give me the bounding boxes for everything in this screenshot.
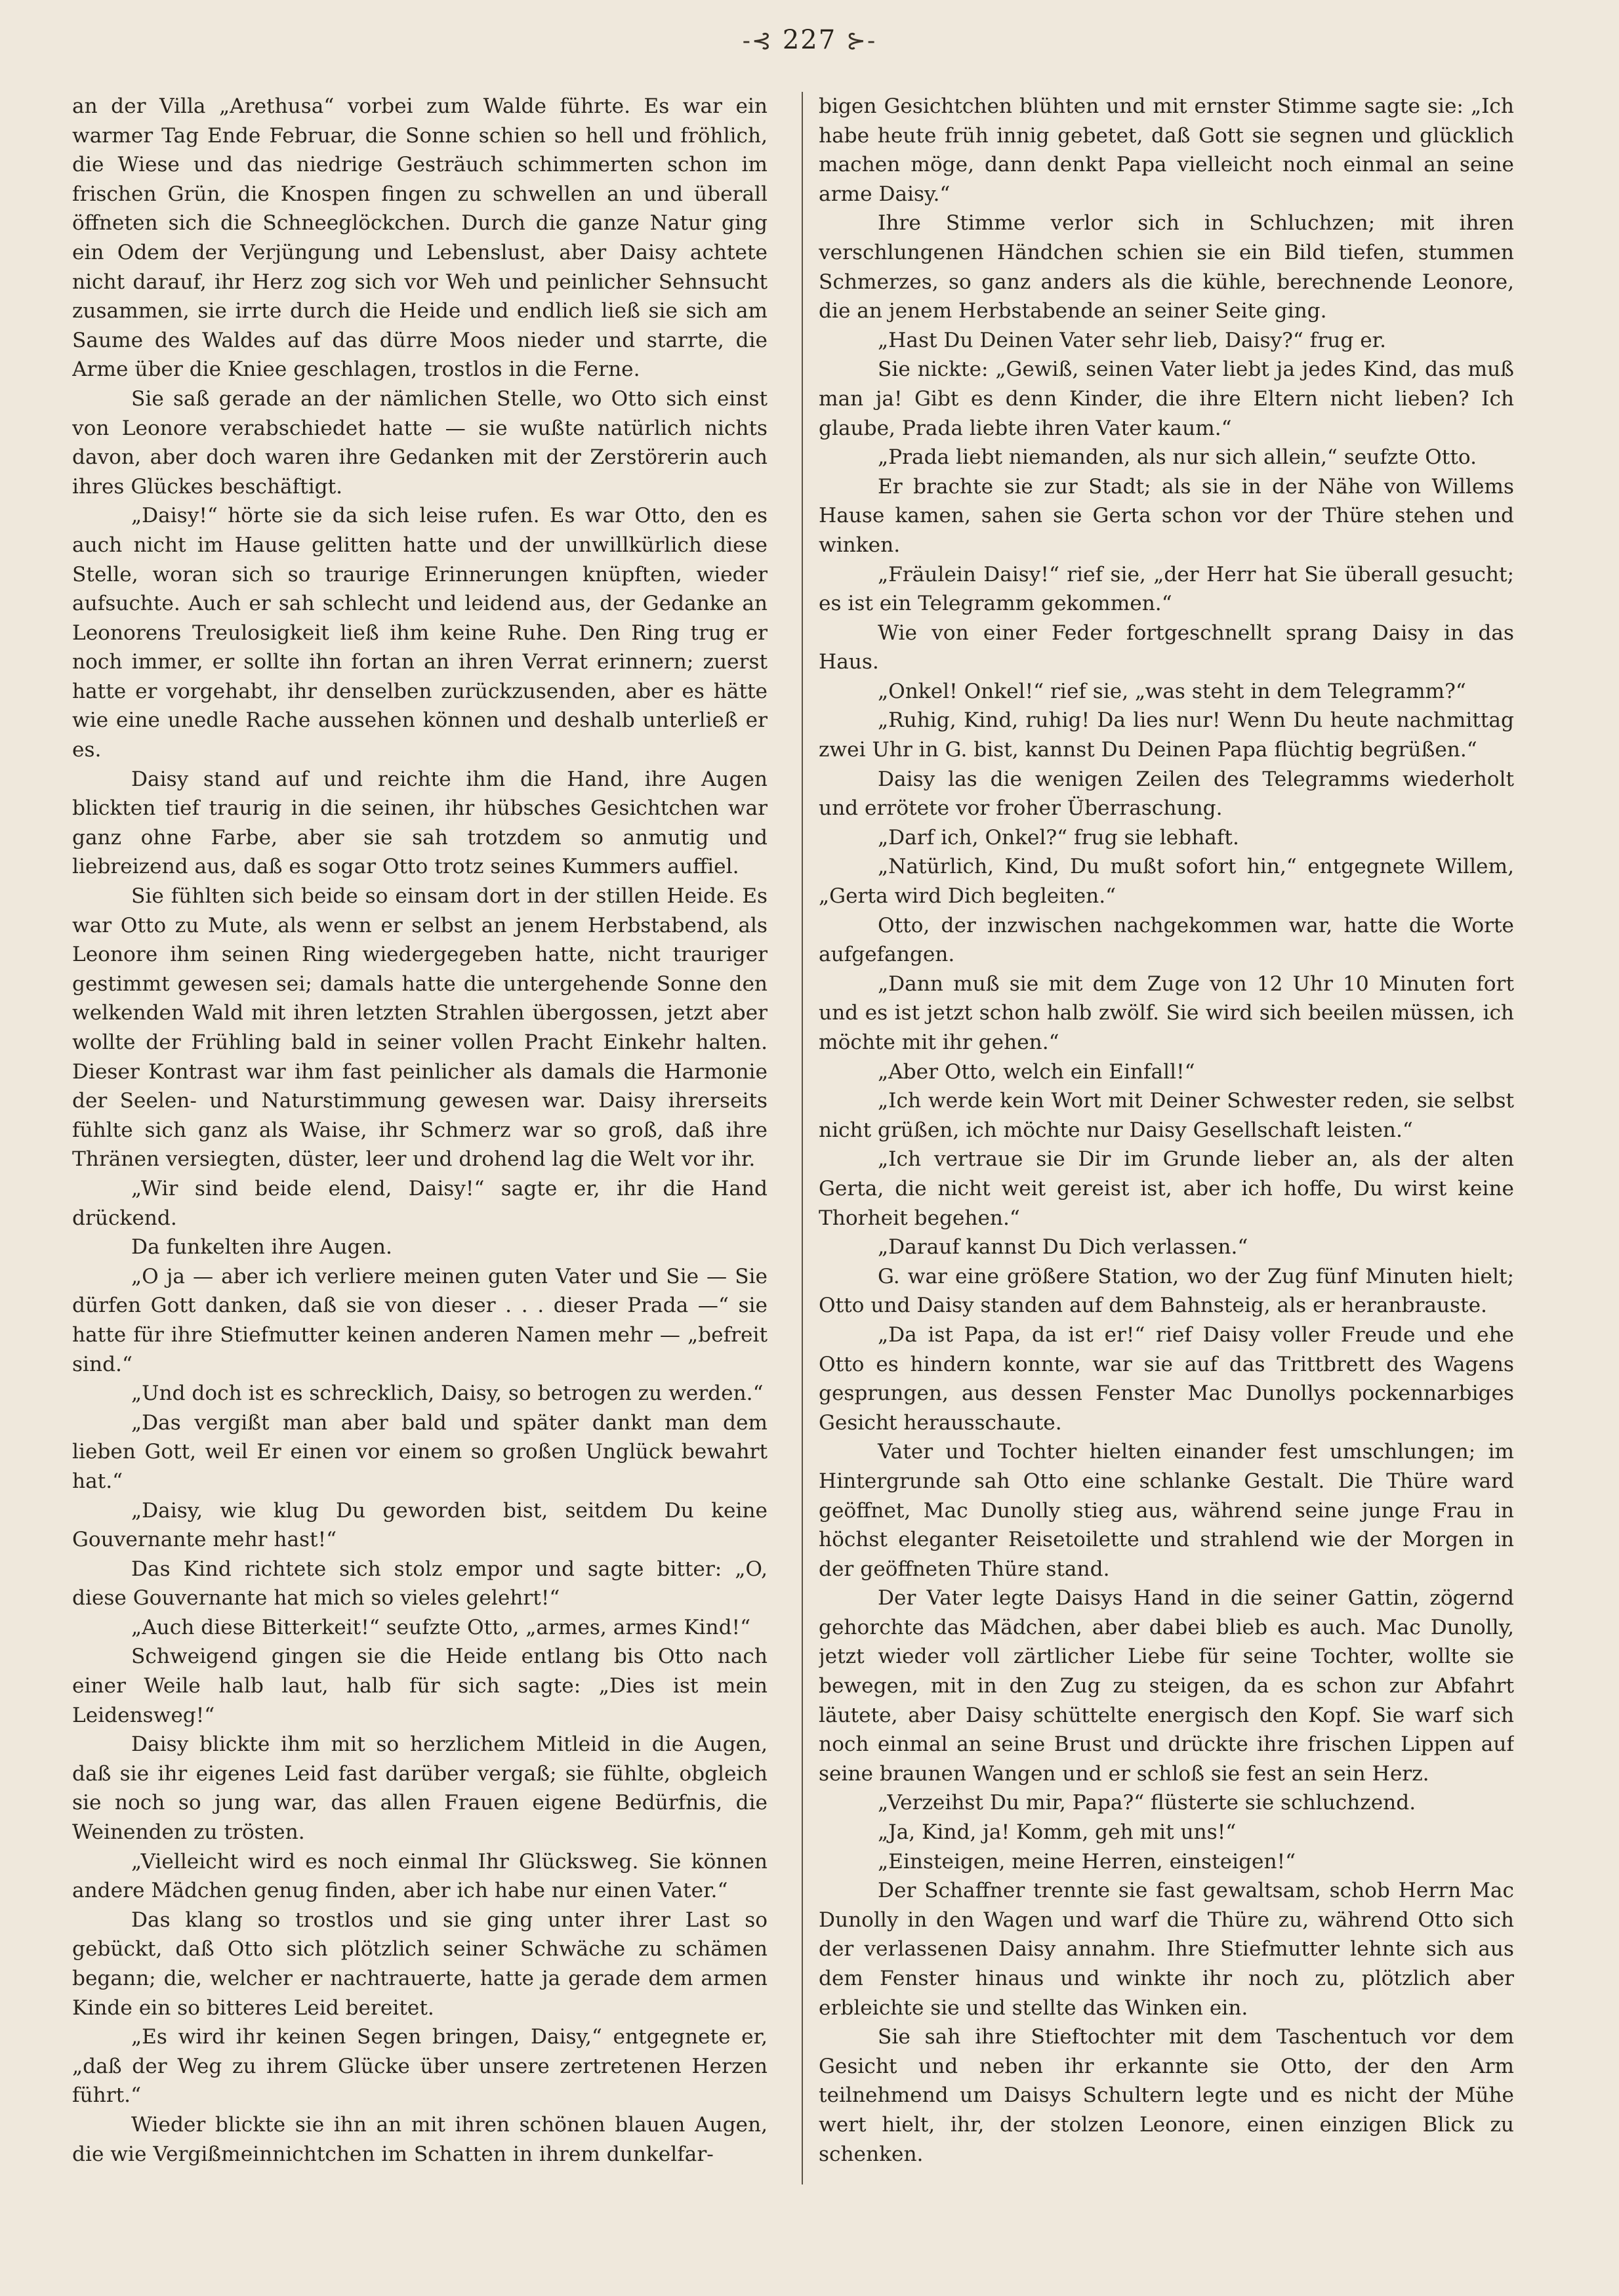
paragraph: Wieder blickte sie ihn an mit ihren schönen blauen Augen, die wie Vergißmeinnichtchen im Schatten in ihrem dunkelfar- [72,2112,768,2166]
paragraph: „Ja, Kind, ja! Komm, geh mit uns!“ [878,1820,1237,1845]
paragraph: „Daisy, wie klug Du geworden bist, seitdem Du keine Gouvernante mehr hast!“ [72,1498,768,1552]
paragraph: „Das vergißt man aber bald und später dankt man dem lieben Gott, weil Er einen vor einem so großen Unglück bewahrt hat.“ [72,1410,768,1493]
left-text-column [72,92,768,2263]
paragraph: Wie von einer Feder fortgeschnellt sprang Daisy in das Haus. [819,621,1514,674]
paragraph: „Daisy!“ hörte sie da sich leise rufen. Es war Otto, den es auch nicht im Hause gelitten hatte und der unwillkürlich diese Stelle, woran sich so traurige Erinnerungen knüpften, wieder aufsuchte. Auch er sah schlecht und leidend aus, der Gedanke an Leonorens Treulosigkeit ließ ihm keine Ruhe. Den Ring trug er noch immer, er sollte ihn fortan an ihren Verrat erinnern; zuerst hatte er vorgehabt, ihr denselben zurückzusenden, aber es hätte wie eine unedle Rache aussehen können und deshalb unterließ er es. [72,504,768,762]
paragraph: Sie nickte: „Gewiß, seinen Vater liebt ja jedes Kind, das muß man ja! Gibt es denn Kinder, die ihre Eltern nicht lieben? Ich glaube, Prada liebte ihren Vater kaum.“ [819,358,1514,440]
paragraph: Daisy las die wenigen Zeilen des Telegramms wiederholt und errötete vor froher Überraschung. [819,767,1514,821]
paragraph: „Darf ich, Onkel?“ frug sie lebhaft. [878,825,1239,850]
paragraph: Der Vater legte Daisys Hand in die seiner Gattin, zögernd gehorchte das Mädchen, aber dabei blieb es auch. Mac Dunolly, jetzt wieder voll zärtlicher Liebe für seine Tochter, wollte sie bewegen, mit in den Zug zu steigen, da es schon zur Abfahrt läutete, aber Daisy schüttelte energisch den Kopf. Sie warf sich noch einmal an seine Brust und drückte ihre frischen Lippen auf seine braunen Wangen und er schloß sie fest an sein Herz. [819,1586,1514,1786]
paragraph: „Prada liebt niemanden, als nur sich allein,“ seufzte Otto. [878,445,1477,470]
paragraph: Sie sah ihre Stieftochter mit dem Taschentuch vor dem Gesicht und neben ihr erkannte sie Otto, der den Arm teilnehmend um Daisys Schultern legte und es nicht der Mühe wert hielt, ihr, der stolzen Leonore, einen einzigen Blick zu schenken. [819,2025,1514,2166]
paragraph: „Auch diese Bitterkeit!“ seufzte Otto, „armes, armes Kind!“ [131,1615,751,1639]
page-header [0,25,1619,55]
right-text-column [819,92,1514,2263]
paragraph: „Wir sind beide elend, Daisy!“ sagte er, ihr die Hand drückend. [72,1176,768,1230]
paragraph: „O ja — aber ich verliere meinen guten Vater und Sie — Sie dürfen Gott danken, daß sie von dieser . . . dieser Prada —“ sie hatte für ihre Stiefmutter keinen anderen Namen mehr — „befreit sind.“ [72,1264,768,1376]
paragraph: Der Schaffner trennte sie fast gewaltsam, schob Herrn Mac Dunolly in den Wagen und warf die Thüre zu, während Otto sich der verlassenen Daisy annahm. Ihre Stiefmutter lehnte sich aus dem Fenster hinaus und winkte ihr noch zu, plötzlich aber erbleichte sie und stellte das Winken ein. [819,1879,1514,2020]
paragraph: „Vielleicht wird es noch einmal Ihr Glücksweg. Sie können andere Mädchen genug finden, aber ich habe nur einen Vater.“ [72,1849,768,1903]
paragraph: Otto, der inzwischen nachgekommen war, hatte die Worte aufgefangen. [819,913,1514,967]
column-divider [802,92,803,2184]
paragraph: Sie fühlten sich beide so einsam dort in der stillen Heide. Es war Otto zu Mute, als wenn er selbst an jenem Herbstabend, als Leonore ihm seinen Ring wiedergegeben hatte, nicht trauriger gestimmt gewesen sei; damals hatte die untergehende Sonne den welkenden Wald mit ihren letzten Strahlen übergossen, jetzt aber wollte der Frühling bald in seiner vollen Pracht Einkehr halten. Dieser Kontrast war ihm fast peinlicher als damals die Harmonie der Seelen- und Naturstimmung gewesen war. Daisy ihrerseits fühlte sich ganz als Waise, ihr Schmerz war so groß, daß ihre Thränen versiegten, düster, leer und drohend lag die Welt vor ihr. [72,884,768,1172]
paragraph: Er brachte sie zur Stadt; als sie in der Nähe von Willems Hause kamen, sahen sie Gerta schon vor der Thüre stehen und winken. [819,474,1514,557]
paragraph: „Fräulein Daisy!“ rief sie, „der Herr hat Sie überall gesucht; es ist ein Telegramm gekommen.“ [819,562,1514,616]
paragraph: Vater und Tochter hielten einander fest umschlungen; im Hintergrunde sah Otto eine schlanke Gestalt. Die Thüre ward geöffnet, Mac Dunolly stieg aus, während seine junge Frau in höchst eleganter Reisetoilette und strahlend wie der Morgen in der geöffneten Thüre stand. [819,1440,1514,1581]
paragraph: „Es wird ihr keinen Segen bringen, Daisy,“ entgegnete er, „daß der Weg zu ihrem Glücke über unsere zertretenen Herzen führt.“ [72,2025,768,2108]
paragraph: „Ich werde kein Wort mit Deiner Schwester reden, sie selbst nicht grüßen, ich möchte nur Daisy Gesellschaft leisten.“ [819,1089,1514,1142]
ornament-right: ⊱- [846,28,877,54]
paragraph: Das Kind richtete sich stolz empor und sagte bitter: „O, diese Gouvernante hat mich so vieles gelehrt!“ [72,1557,768,1610]
paragraph: „Und doch ist es schrecklich, Daisy, so betrogen zu werden.“ [131,1382,764,1406]
paragraph: bigen Gesichtchen blühten und mit ernster Stimme sagte sie: „Ich habe heute früh innig gebetet, daß Gott sie segnen und glücklich machen möge, dann denkt Papa vielleicht noch einmal an seine arme Daisy.“ [819,94,1514,206]
page-number: 227 [782,25,837,55]
paragraph: Das klang so trostlos und sie ging unter ihrer Last so gebückt, daß Otto sich plötzlich seiner Schwäche zu schämen begann; die, welcher er nachtrauerte, hatte ja gerade dem armen Kinde ein so bitteres Leid bereitet. [72,1908,768,2020]
paragraph: „Natürlich, Kind, Du mußt sofort hin,“ entgegnete Willem, „Gerta wird Dich begleiten.“ [819,855,1514,909]
ornament-left: -⊰ [742,28,773,54]
paragraph: Ihre Stimme verlor sich in Schluchzen; mit ihren verschlungenen Händchen schien sie ein Bild tiefen, stummen Schmerzes, so ganz anders als die kühle, berechnende Leonore, die an jenem Herbstabende an seiner Seite ging. [819,211,1514,323]
paragraph: „Hast Du Deinen Vater sehr lieb, Daisy?“ frug er. [878,328,1387,352]
paragraph: an der Villa „Arethusa“ vorbei zum Walde führte. Es war ein warmer Tag Ende Februar, die Sonne schien so hell und fröhlich, die Wiese und das niedrige Gesträuch schimmerten schon im frischen Grün, die Knospen fingen zu schwellen an und überall öffneten sich die Schneeglöckchen. Durch die ganze Natur ging ein Odem der Verjüngung und Lebenslust, aber Daisy achtete nicht darauf, ihr Herz zog sich vor Weh und peinlicher Sehnsucht zusammen, sie irrte durch die Heide und endlich ließ sie sich am Saume des Waldes auf das dürre Moos nieder und starrte, die Arme über die Kniee geschlagen, trostlos in die Ferne. [72,94,768,382]
paragraph: „Onkel! Onkel!“ rief sie, „was steht in dem Telegramm?“ [878,679,1466,703]
paragraph: „Da ist Papa, da ist er!“ rief Daisy voller Freude und ehe Otto es hindern konnte, war sie auf das Trittbrett des Wagens gesprungen, aus dessen Fenster Mac Dunollys pockennarbiges Gesicht herausschaute. [819,1322,1514,1435]
paragraph: „Dann muß sie mit dem Zuge von 12 Uhr 10 Minuten fort und es ist jetzt schon halb zwölf. Sie wird sich beeilen müssen, ich möchte mit ihr gehen.“ [819,972,1514,1054]
paragraph: Da funkelten ihre Augen. [131,1235,392,1260]
paragraph: „Einsteigen, meine Herren, einsteigen!“ [878,1849,1296,1874]
paragraph: „Darauf kannst Du Dich verlassen.“ [878,1235,1248,1260]
paragraph: Sie saß gerade an der nämlichen Stelle, wo Otto sich einst von Leonore verabschiedet hatte — sie wußte natürlich nichts davon, aber doch waren ihre Gedanken mit der Zerstörerin auch ihres Glückes beschäftigt. [72,386,768,499]
paragraph: „Ruhig, Kind, ruhig! Da lies nur! Wenn Du heute nachmittag zwei Uhr in G. bist, kannst Du Deinen Papa flüchtig begrüßen.“ [819,708,1514,762]
paragraph: Daisy blickte ihm mit so herzlichem Mitleid in die Augen, daß sie ihr eigenes Leid fast darüber vergaß; sie fühlte, obgleich sie noch so jung war, das allen Frauen eigene Bedürfnis, die Weinenden zu trösten. [72,1732,768,1845]
paragraph: „Ich vertraue sie Dir im Grunde lieber an, als der alten Gerta, die nicht weit gereist ist, aber ich hoffe, Du wirst keine Thorheit begehen.“ [819,1147,1514,1230]
paragraph: Schweigend gingen sie die Heide entlang bis Otto nach einer Weile halb laut, halb für sich sagte: „Dies ist mein Leidensweg!“ [72,1645,768,1727]
paragraph: „Aber Otto, welch ein Einfall!“ [878,1059,1195,1084]
paragraph: „Verzeihst Du mir, Papa?“ flüsterte sie schluchzend. [878,1791,1416,1815]
paragraph: G. war eine größere Station, wo der Zug fünf Minuten hielt; Otto und Daisy standen auf dem Bahnsteig, als er heranbrauste. [819,1264,1514,1318]
paragraph: Daisy stand auf und reichte ihm die Hand, ihre Augen blickten tief traurig in die seinen, ihr hübsches Gesichtchen war ganz ohne Farbe, aber sie sah trotzdem so anmutig und liebreizend aus, daß es sogar Otto trotz seines Kummers auffiel. [72,767,768,879]
